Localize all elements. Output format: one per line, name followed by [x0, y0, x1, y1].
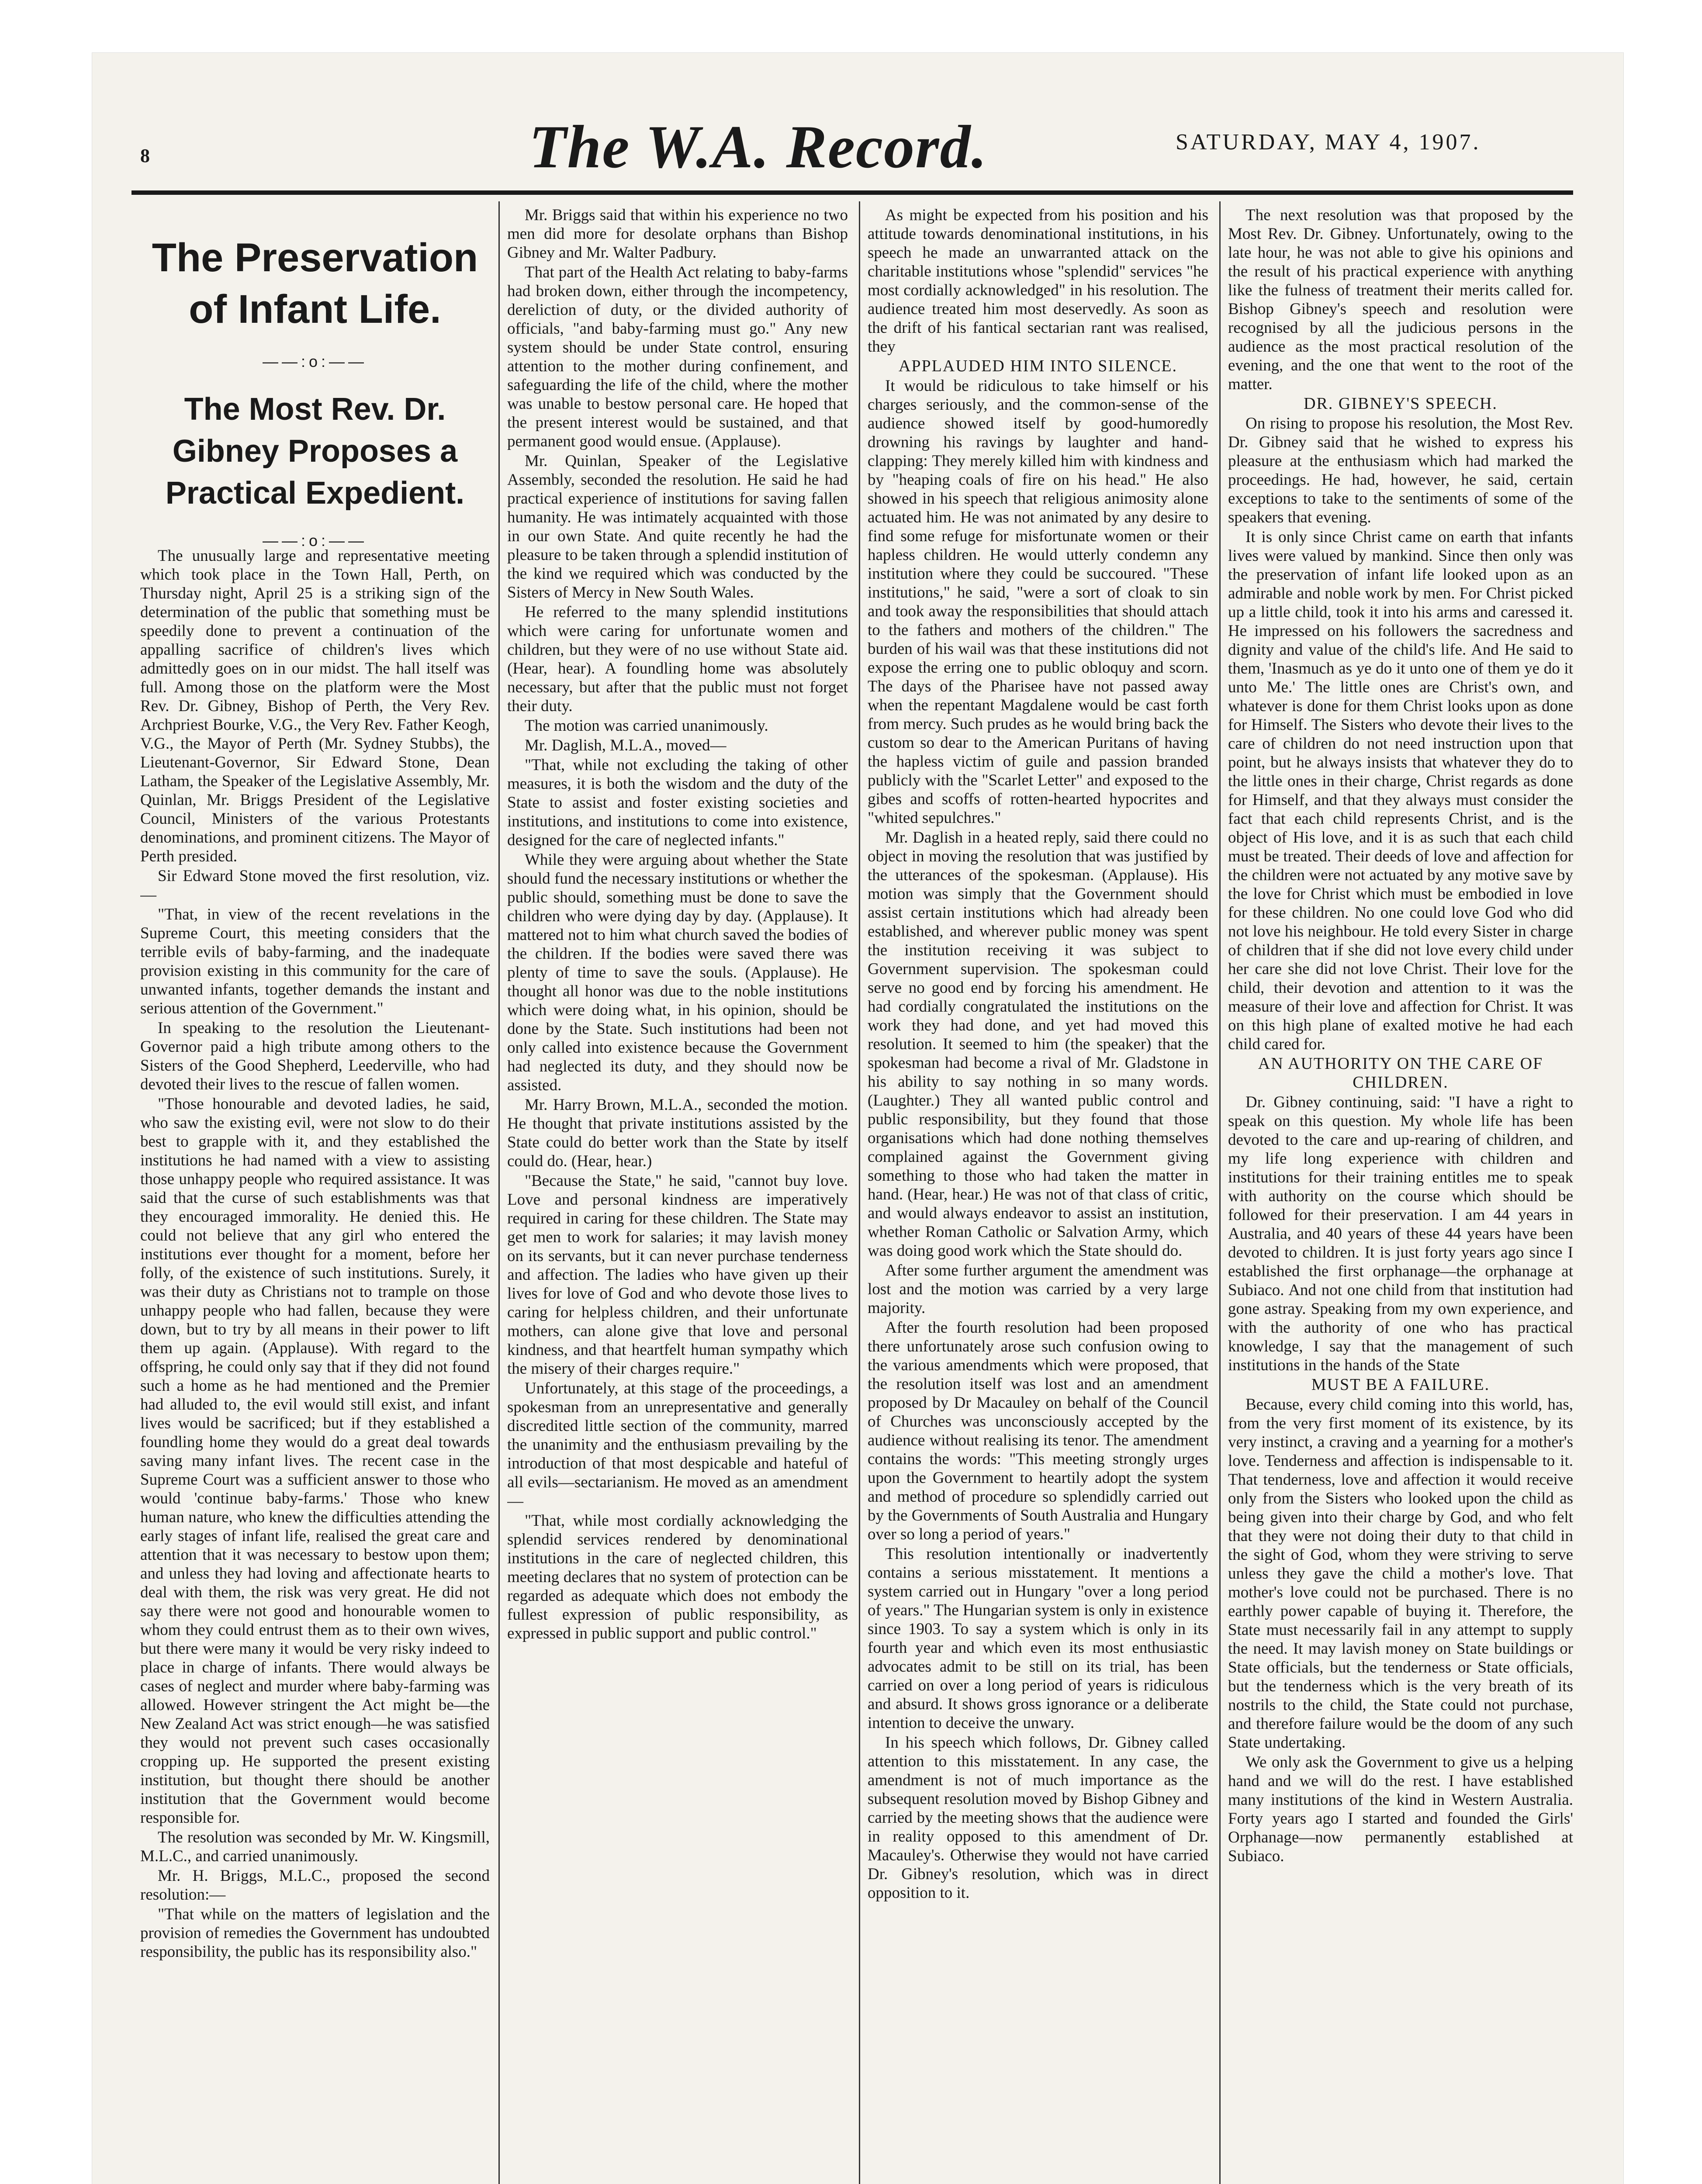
paragraph: The unusually large and representative meeting which took place in the Town Hall, Perth, on Thursday night, April 25 is a striking sign of the determination of the public that something must be speedily done to prevent a continuation of the appalling sacrifice of children's lives which admittedly goes on in our midst. The hall itself was full. Among those on the platform were the Most Rev. Dr. Gibney, Bishop of Perth, the Very Rev. Archpriest Bourke, V.G., the Very Rev. Father Keogh, V.G., the Mayor of Perth (Mr. Sydney Stubbs), the Lieutenant-Governor, Sir Edward Stone, Dean Latham, the Speaker of the Legislative Assembly, Mr. Quinlan, Mr. Briggs President of the Legislative Council, Ministers of the various Protestants denominations, and prominent citizens. The Mayor of Perth presided.: [140, 547, 490, 865]
column-divider: [498, 201, 500, 2184]
newspaper-page: [92, 52, 1624, 2184]
paragraph: Mr. Harry Brown, M.L.A., seconded the motion. He thought that private institutions assisted by the State could do better work than the State by itself could do. (Hear, hear.): [507, 1096, 848, 1170]
paragraph: "That while on the matters of legislation and the provision of remedies the Government has undoubted responsibility, the public has its responsibility also.": [140, 1905, 490, 1961]
subheadline: The Most Rev. Dr. Gibney Proposes a Practical Expedient.: [165, 392, 465, 511]
paragraph: Mr. Quinlan, Speaker of the Legislative Assembly, seconded the resolution. He said he had practical experience of institutions for saving fallen humanity. He was intimately acquainted with those in our own State. And quite recently he had the pleasure to be taken through a splendid institution of the kind we required which was conducted by the Sisters of Mercy in New South Wales.: [507, 452, 848, 601]
paragraph: After some further argument the amendment was lost and the motion was carried by a very large majority.: [868, 1261, 1208, 1317]
article-column-1: [140, 546, 490, 2184]
article-heading: [140, 206, 490, 549]
paragraph: As might be expected from his position and his attitude towards denominational institutions, in his speech he made an unwarranted attack on the charitable institutions whose "splendid" services "he most cordially acknowledged" in his resolution. The audience treated him most deservedly. As soon as the drift of his fantical sectarian rant was realised, they: [868, 206, 1208, 356]
paragraph: Unfortunately, at this stage of the proceedings, a spokesman from an unrepresentative and generally discredited little section of the community, marred the unanimity and the enthusiasm prevailing by the introduction of that most despicable and hateful of all evils—sectarianism. He moved as an amendment—: [507, 1379, 848, 1510]
paragraph: After the fourth resolution had been proposed there unfortunately arose such confusion owing to the various amendments which were proposed, that the resolution itself was lost and an amendment proposed by Dr Macauley on behalf of the Council of Churches was unconsciously accepted by the audience without realising its tenor. The amendment contains the words: "This meeting strongly urges upon the Government to heartily adopt the system and method of procedure so splendidly carried out by the Governments of South Australia and Hungary over so long a period of years.": [868, 1319, 1208, 1543]
headline: The Preservation of Infant Life.: [152, 235, 478, 332]
masthead-area: [92, 53, 1623, 181]
paragraph: Mr. Daglish in a heated reply, said there could no object in moving the resolution that was justified by the utterances of the spokesman. (Applause). His motion was simply that the Government should assist certain institutions which had already been established, and wherever public money was spent the institution receiving it was subject to Government supervision. The spokesman could serve no good end by forcing his amendment. He had cordially congratulated the institutions on the work they had done, and yet had moved this resolution. It seemed to him (the speaker) that the spokesman had become a rival of Mr. Gladstone in his ability to say nothing in so many words. (Laughter.) They all wanted public control and public responsibility, but they found that those organisations which had done nothing themselves complained against the Government giving something to those who had taken the matter in hand. (Hear, hear.) He was not of that class of critic, and would always endeavor to assist an institution, whether Roman Catholic or Salvation Army, which was doing good work which the State should do.: [868, 829, 1208, 1260]
paragraph: That part of the Health Act relating to baby-farms had broken down, either through the incompetency, dereliction of duty, or the divided authority of officials, "and baby-farming must go." Any new system should be under State control, ensuring attention to the mother during confinement, and safeguarding the life of the child, where the mother was unable to bestow personal care. He hoped that the present interest would be sustained, and that permanent good would ensue. (Applause).: [507, 263, 848, 450]
paragraph: He referred to the many splendid institutions which were caring for unfortunate women and children, but they were of no use without State aid. (Hear, hear). A foundling home was absolutely necessary, but after that the public must not forget their duty.: [507, 603, 848, 715]
paragraph: The next resolution was that proposed by the Most Rev. Dr. Gibney. Unfortunately, owing to the late hour, he was not able to give his opinions and the result of his practical experience with anything like the fulness of treatment their merits called for. Bishop Gibney's speech and resolution were recognised by all the judicious persons in the audience as the most practical resolution of the evening, and the one that went to the root of the matter.: [1228, 206, 1573, 393]
paragraph: Sir Edward Stone moved the first resolution, viz.—: [140, 867, 490, 904]
paragraph: "Because the State," he said, "cannot buy love. Love and personal kindness are imperatively required in caring for these children. The State may get men to work for salaries; it may lavish money on its servants, but it can never purchase tenderness and affection. The ladies who have given up their lives for love of God and who devote those lives to caring for helpless children, and their unfortunate mothers, can alone give that love and personal kindness, and that heartfelt human sympathy which the misery of their charges require.": [507, 1172, 848, 1378]
section-subhead: DR. GIBNEY'S SPEECH.: [1304, 394, 1498, 413]
paragraph: Mr. Daglish, M.L.A., moved—: [525, 736, 726, 754]
paragraph: It would be ridiculous to take himself or his charges seriously, and the common-sense of the audience showed itself by good-humoredly drowning his ravings by laughter and hand-clapping: They merely killed him with kindness and by "heaping coals of fire on his head." He also showed in his speech that religious animosity alone actuated him. He was not animated by any desire to find some refuge for misfortunate women or their hapless children. He would utterly condemn any institution where they could be succoured. "These institutions," he said, "were a sort of cloak to sin and took away the responsibilities that should attach to the fathers and mothers of the children." The burden of his wail was that these institutions did not expose the erring one to public obloquy and scorn. The days of the Pharisee have not passed away when the repentant Magdalene would be cast forth from mercy. Such prudes as he would bring back the custom so dear to the American Puritans of having the hapless victim of guile and passion branded publicly with the "Scarlet Letter" and exposed to the gibes and scoffs of rotten-hearted hypocrites and "whited sepulchres.": [868, 377, 1208, 827]
section-subhead: AN AUTHORITY ON THE CARE OF CHILDREN.: [1258, 1054, 1543, 1092]
masthead-title: The W.A. Record.: [529, 113, 988, 181]
paragraph: The resolution was seconded by Mr. W. Kingsmill, M.L.C., and carried unanimously.: [140, 1828, 490, 1865]
paragraph: It is only since Christ came on earth that infants lives were valued by mankind. Since then only was the preservation of infant life looked upon as an admirable and noble work by men. For Christ picked up a little child, took it into his arms and caressed it. He impressed on his followers the sacredness and dignity and value of the child's life. And He said to them, 'Inasmuch as ye do it unto one of them ye do it unto Me.' The little ones are Christ's own, and whatever is done for them Christ looks upon as done for Himself. The Sisters who devote their lives to the care of children do not need instruction upon that point, but he always insists that whatever they do to the little ones in their charge, Christ regards as done for Himself, and that they always must consider the fact that each child represents Christ, and is the object of His love, and it is as such that each child must be treated. Their deeds of love and affection for the children were not actuated by any motive save by the love for Christ which must be embodied in love for these children. No one could love God who did not love his neighbour. He told every Sister in charge of children that if she did not love every child under her care she did not love Christ. Their love for the child, their devotion and attention to it was the measure of their love and affection for Christ. It was on this high plane of exalted motive he had each child cared for.: [1228, 528, 1573, 1053]
paragraph: Because, every child coming into this world, has, from the very first moment of its existence, by its very instinct, a craving and a yearning for a mother's love. Tenderness and affection is indispensable to it. That tenderness, love and affection it would receive only from the Sisters who looked upon the child as being given into their charge by God, and who felt that they were not doing their duty to that child in the sight of God, whom they were striving to serve unless they gave the child a mother's love. That mother's love could not be purchased. There is no earthly power capable of buying it. Therefore, the State must necessarily fail in any attempt to supply the need. It may lavish money on State buildings or State officials, but the tenderness or State officials, but the tenderness which is the very breath of its nostrils to the child, the State could not purchase, and therefore failure would be the doom of any such State undertaking.: [1228, 1396, 1573, 1752]
article-column-2: [507, 206, 848, 2184]
paragraph: "That, in view of the recent revelations in the Supreme Court, this meeting considers that the terrible evils of baby-farming, and the inadequate provision existing in this community for the care of unwanted infants, together demands the instant and serious attention of the Government.": [140, 905, 490, 1017]
paragraph: In speaking to the resolution the Lieutenant-Governor paid a high tribute among others to the Sisters of the Good Shepherd, Leederville, who had devoted their lives to the rescue of fallen women.: [140, 1019, 490, 1093]
article-column-4: [1228, 206, 1573, 2184]
paragraph: Dr. Gibney continuing, said: "I have a right to speak on this question. My whole life has been devoted to the care and up-rearing of children, and my life long experience with children and institutions for their training entitles me to speak with authority on the course which should be followed for their preservation. I am 44 years in Australia, and 40 years of these 44 years have been devoted to children. It is just forty years ago since I established the first orphanage—the orphanage at Subiaco. And not one child from that institution had gone astray. Speaking from my own experience, and with the authority of one who has practical knowledge, I say that the management of such institutions in the hands of the State: [1228, 1093, 1573, 1374]
paragraph: We only ask the Government to give us a helping hand and we will do the rest. I have established many institutions of the kind in Western Australia. Forty years ago I started and founded the Girls' Orphanage—now permanently established at Subiaco.: [1228, 1753, 1573, 1865]
article-column-3: [868, 206, 1208, 2184]
column-divider: [1219, 201, 1221, 2184]
paragraph: While they were arguing about whether the State should fund the necessary institutions or whether the public should, something must be done to save the children who were dying day by day. (Applause). It mattered not to him what church saved the bodies of the children. If the bodies were saved there was plenty of time to save the souls. (Applause). He thought all honor was due to the noble institutions which were doing what, in his opinion, should be done by the State. Such institutions had been not only called into existence because the Government had neglected its duty, and they should now be assisted.: [507, 851, 848, 1094]
ornament-divider: ——:o:——: [262, 532, 368, 549]
ornament-divider: ——:o:——: [262, 352, 368, 370]
paragraph: Mr. Briggs said that within his experience no two men did more for desolate orphans than Bishop Gibney and Mr. Walter Padbury.: [507, 206, 848, 262]
page-number: 8: [140, 145, 150, 166]
paragraph: On rising to propose his resolution, the Most Rev. Dr. Gibney said that he wished to express his pleasure at the enthusiasm which had marked the proceedings. He had, however, he said, certain exceptions to take to the sentiments of some of the speakers that evening.: [1228, 415, 1573, 526]
dateline: SATURDAY, MAY 4, 1907.: [1176, 130, 1481, 155]
section-subhead: MUST BE A FAILURE.: [1311, 1375, 1490, 1394]
paragraph: "Those honourable and devoted ladies, he said, who saw the existing evil, were not slow to do their best to grapple with it, and they established the institutions he had named with a view to assisting those unhappy people who required assistance. It was said that the curse of such establishments was that they encouraged immorality. He denied this. He could not believe that any girl who entered the institutions ever thought for a moment, before her folly, of the existence of such institutions. Surely, it was their duty as Christians not to trample on those unhappy people who had fallen, because they were down, but to try by all means in their power to lift them up again. (Applause). With regard to the offspring, he could only say that if they did not found such a home as he had mentioned and the Premier had alluded to, the evil would still exist, and infant lives would be sacrificed; but if they established a foundling home they would do a great deal towards saving many infant lives. The recent case in the Supreme Court was a sufficient answer to those who would 'continue baby-farms.' Those who knew human nature, who knew the difficulties attending the early stages of infant life, realised the great care and attention that it was necessary to bestow upon them; and unless they had loving and affectionate hearts to deal with them, the risk was very great. He did not say there were not good and honourable women to whom they could entrust them as to their own wives, but there were many it would be very risky indeed to place in charge of infants. There would always be cases of neglect and murder where baby-farming was allowed. However stringent the Act might be—the New Zealand Act was strict enough—he was satisfied they would not prevent such cases occasionally cropping up. He supported the present existing institution, but thought there should be another institution that the Government would become responsible for.: [140, 1095, 490, 1827]
paragraph: "That, while most cordially acknowledging the splendid services rendered by denominational institutions in the care of neglected children, this meeting declares that no system of protection can be regarded as adequate which does not embody the fullest expression of public responsibility, as expressed in public support and public control.": [507, 1512, 848, 1642]
paragraph: In his speech which follows, Dr. Gibney called attention to this misstatement. In any case, the amendment is not of much importance as the subsequent resolution moved by Bishop Gibney and carried by the meeting shows that the audience were in reality opposed to this amendment of Dr. Macauley's. Otherwise they would not have carried Dr. Gibney's resolution, which was in direct opposition to it.: [868, 1734, 1208, 1902]
column-divider: [859, 201, 860, 2184]
paragraph: This resolution intentionally or inadvertently contains a serious misstatement. It mentions a system carried out in Hungary "over a long period of years." The Hungarian system is only in existence since 1903. To say a system which is only in its fourth year and which even its most enthusiastic advocates admit to be still on its trial, has been carried on over a long period of years is ridiculous and absurd. It shows gross ignorance or a deliberate intention to deceive the unwary.: [868, 1545, 1208, 1732]
paragraph: "That, while not excluding the taking of other measures, it is both the wisdom and the duty of the State to assist and foster existing societies and institutions, and institutions to come into existence, designed for the care of neglected infants.": [507, 756, 848, 849]
paragraph: The motion was carried unanimously.: [525, 717, 768, 735]
top-rule: [131, 190, 1573, 195]
section-subhead: APPLAUDED HIM INTO SILENCE.: [898, 357, 1178, 375]
paragraph: Mr. H. Briggs, M.L.C., proposed the second resolution:—: [140, 1867, 490, 1904]
